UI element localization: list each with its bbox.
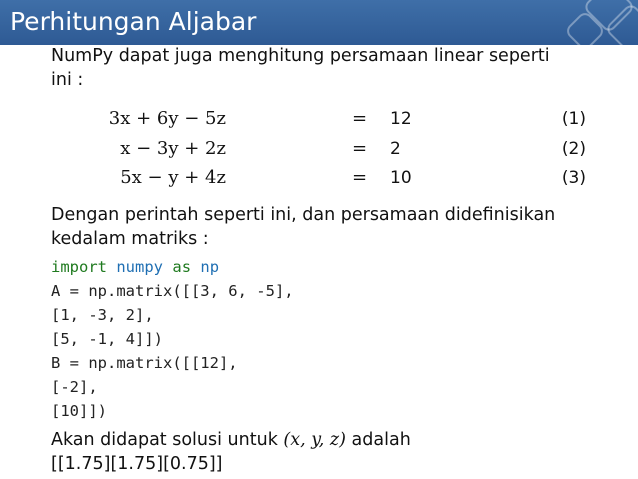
equation-2-equals: =	[352, 138, 368, 159]
equation-1-rhs: 12	[390, 109, 412, 129]
equation-1-lhs: 3x + 6y − 5z	[108, 108, 226, 129]
result-sentence	[51, 428, 411, 452]
result-values: [[1.75][1.75][0.75]]	[51, 454, 223, 474]
code-import-keyword: import	[51, 258, 107, 276]
code-alias: np	[200, 258, 220, 276]
header-decoration	[556, 0, 638, 45]
equation-1-number: (1)	[561, 109, 586, 129]
code-as-keyword: as	[172, 258, 192, 276]
code-import-line	[51, 258, 219, 276]
equation-1-equals: =	[352, 108, 368, 129]
code-line: [1, -3, 2],	[51, 306, 154, 324]
description-line-2: kedalam matriks :	[51, 229, 209, 249]
code-line: [-2],	[51, 378, 98, 396]
code-line: [5, -1, 4]])	[51, 330, 163, 348]
equation-3-equals: =	[352, 167, 368, 188]
intro-line-1: NumPy dapat juga menghitung persamaan linear seperti	[51, 46, 550, 66]
code-line: [10]])	[51, 402, 107, 420]
description-text	[51, 203, 611, 251]
slide-title: Perhitungan Aljabar	[10, 7, 257, 36]
equation-2-lhs: x − 3y + 2z	[120, 138, 226, 159]
equation-3-lhs: 5x − y + 4z	[120, 167, 226, 188]
equation-2-rhs: 2	[390, 139, 401, 159]
code-module-name: numpy	[116, 258, 164, 276]
code-line: B = np.matrix([[12],	[51, 354, 238, 372]
result-suffix: adalah	[351, 430, 411, 450]
slide-header	[0, 0, 638, 45]
intro-line-2: ini :	[51, 70, 84, 90]
equation-3-rhs: 10	[390, 168, 412, 188]
result-variables: (x, y, z)	[283, 430, 346, 450]
description-line-1: Dengan perintah seperti ini, dan persamaan didefinisikan	[51, 205, 556, 225]
intro-text	[51, 44, 611, 92]
equation-2-number: (2)	[561, 139, 586, 159]
result-prefix: Akan didapat solusi untuk	[51, 430, 278, 450]
code-line: A = np.matrix([[3, 6, -5],	[51, 282, 294, 300]
equation-3-number: (3)	[561, 168, 586, 188]
